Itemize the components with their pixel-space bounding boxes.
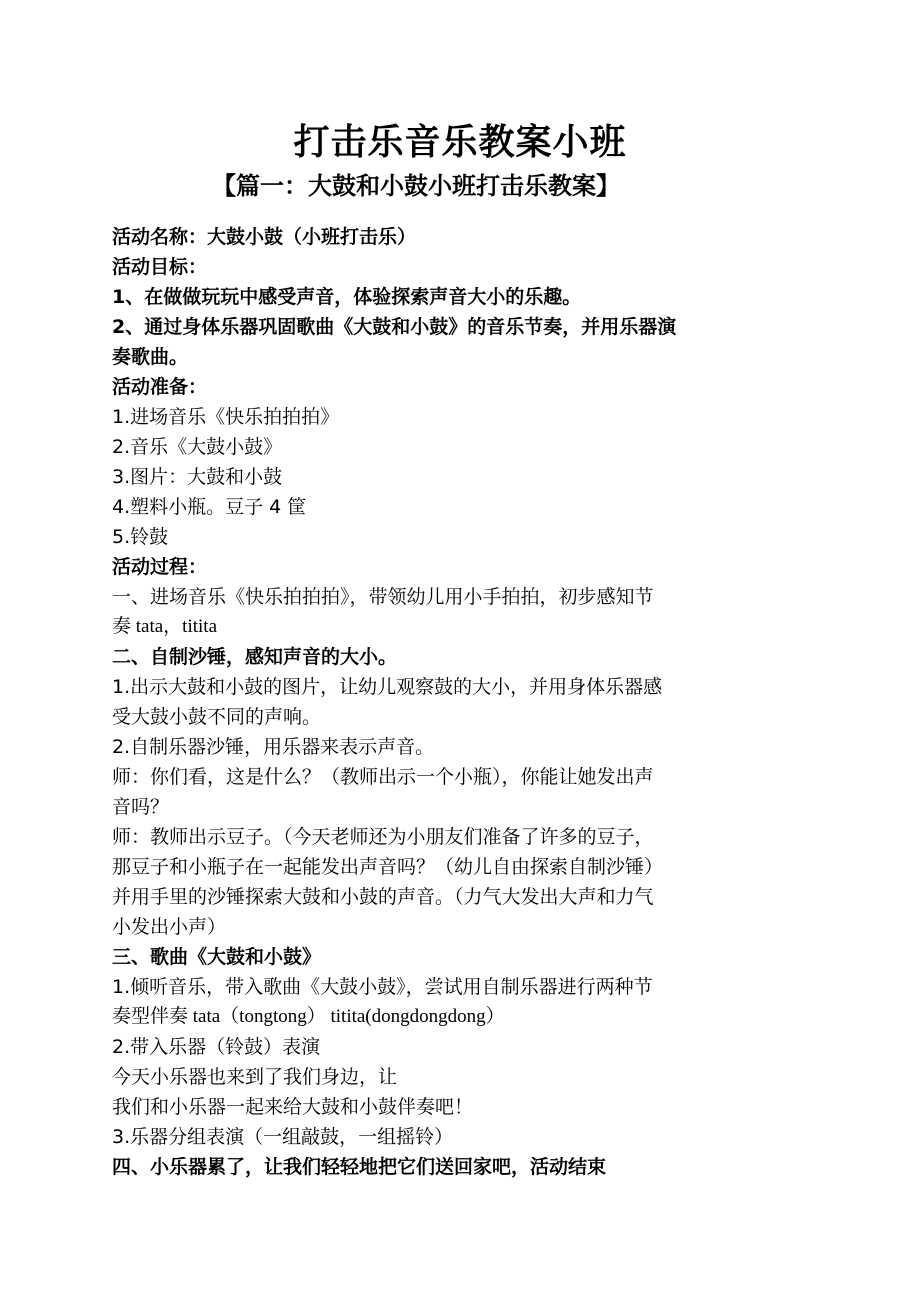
prep-item-5: 5.铃鼓 — [112, 526, 169, 548]
process-step-2-1-continued-line: 受大鼓小鼓不同的声响。 — [112, 706, 322, 728]
teacher-line-2: 师：教师出示豆子。（今天老师还为小朋友们准备了许多的豆子， — [112, 826, 654, 848]
teacher-line-2-continued-c: 小发出小声） — [112, 916, 227, 938]
process-step-3-2-detail-continued-line: 我们和小乐器一起来给大鼓和小鼓伴奏吧！ — [112, 1096, 474, 1118]
prep-item-1: 1.进场音乐《快乐拍拍拍》 — [112, 406, 340, 428]
activity-goals-heading: 活动目标： — [112, 256, 208, 278]
activity-process-heading: 活动过程： — [112, 556, 208, 578]
process-step-3-1-continued-line: 奏型伴奏 tata（tongtong） titita(dongdongdong） — [112, 1006, 505, 1027]
process-step-1-line: 一、进场音乐《快乐拍拍拍》，带领幼儿用小手拍拍，初步感知节 — [112, 586, 654, 608]
process-step-3-2-line: 2.带入乐器（铃鼓）表演 — [112, 1036, 321, 1058]
teacher-line-1-continued: 音吗？ — [112, 796, 170, 818]
process-step-2-1-line: 1.出示大鼓和小鼓的图片，让幼儿观察鼓的大小，并用身体乐器感 — [112, 676, 663, 698]
prep-item-2: 2.音乐《大鼓小鼓》 — [112, 436, 283, 458]
teacher-line-2-continued-b: 并用手里的沙锤探索大鼓和小鼓的声音。（力气大发出大声和力气 — [112, 886, 654, 908]
process-step-3-line: 三、歌曲《大鼓和小鼓》 — [112, 946, 322, 968]
process-step-1-continued-line: 奏 tata，titita — [112, 616, 218, 637]
document-subtitle: 【篇一：大鼓和小鼓小班打击乐教案】 — [212, 172, 620, 200]
prep-item-3: 3.图片：大鼓和小鼓 — [112, 466, 283, 488]
process-step-4-line: 四、小乐器累了，让我们轻轻地把它们送回家吧，活动结束 — [112, 1156, 607, 1178]
process-step-3-1-line: 1.倾听音乐，带入歌曲《大鼓小鼓》，尝试用自制乐器进行两种节 — [112, 976, 653, 998]
goal-1-line: 1、在做做玩玩中感受声音，体验探索声音大小的乐趣。 — [112, 286, 582, 308]
process-step-3-2-detail-line: 今天小乐器也来到了我们身边，让 — [112, 1066, 398, 1088]
process-step-3-3-line: 3.乐器分组表演（一组敲鼓，一组摇铃） — [112, 1126, 454, 1148]
goal-2-continued-line: 奏歌曲。 — [112, 346, 189, 368]
document-title: 打击乐音乐教案小班 — [293, 122, 627, 163]
teacher-line-1: 师：你们看，这是什么？（教师出示一个小瓶），你能让她发出声 — [112, 766, 654, 788]
process-step-2-line: 二、自制沙锤，感知声音的大小。 — [112, 646, 398, 668]
document-body — [112, 222, 720, 1182]
teacher-line-2-continued-a: 那豆子和小瓶子在一起能发出声音吗？（幼儿自由探索自制沙锤） — [112, 856, 664, 878]
goal-2-line: 2、通过身体乐器巩固歌曲《大鼓和小鼓》的音乐节奏，并用乐器演 — [112, 316, 677, 338]
activity-prep-heading: 活动准备： — [112, 376, 208, 398]
process-step-2-2-line: 2.自制乐器沙锤，用乐器来表示声音。 — [112, 736, 435, 758]
prep-item-4: 4.塑料小瓶。豆子 4 筐 — [112, 496, 307, 518]
activity-name-line: 活动名称：大鼓小鼓（小班打击乐） — [112, 226, 417, 248]
